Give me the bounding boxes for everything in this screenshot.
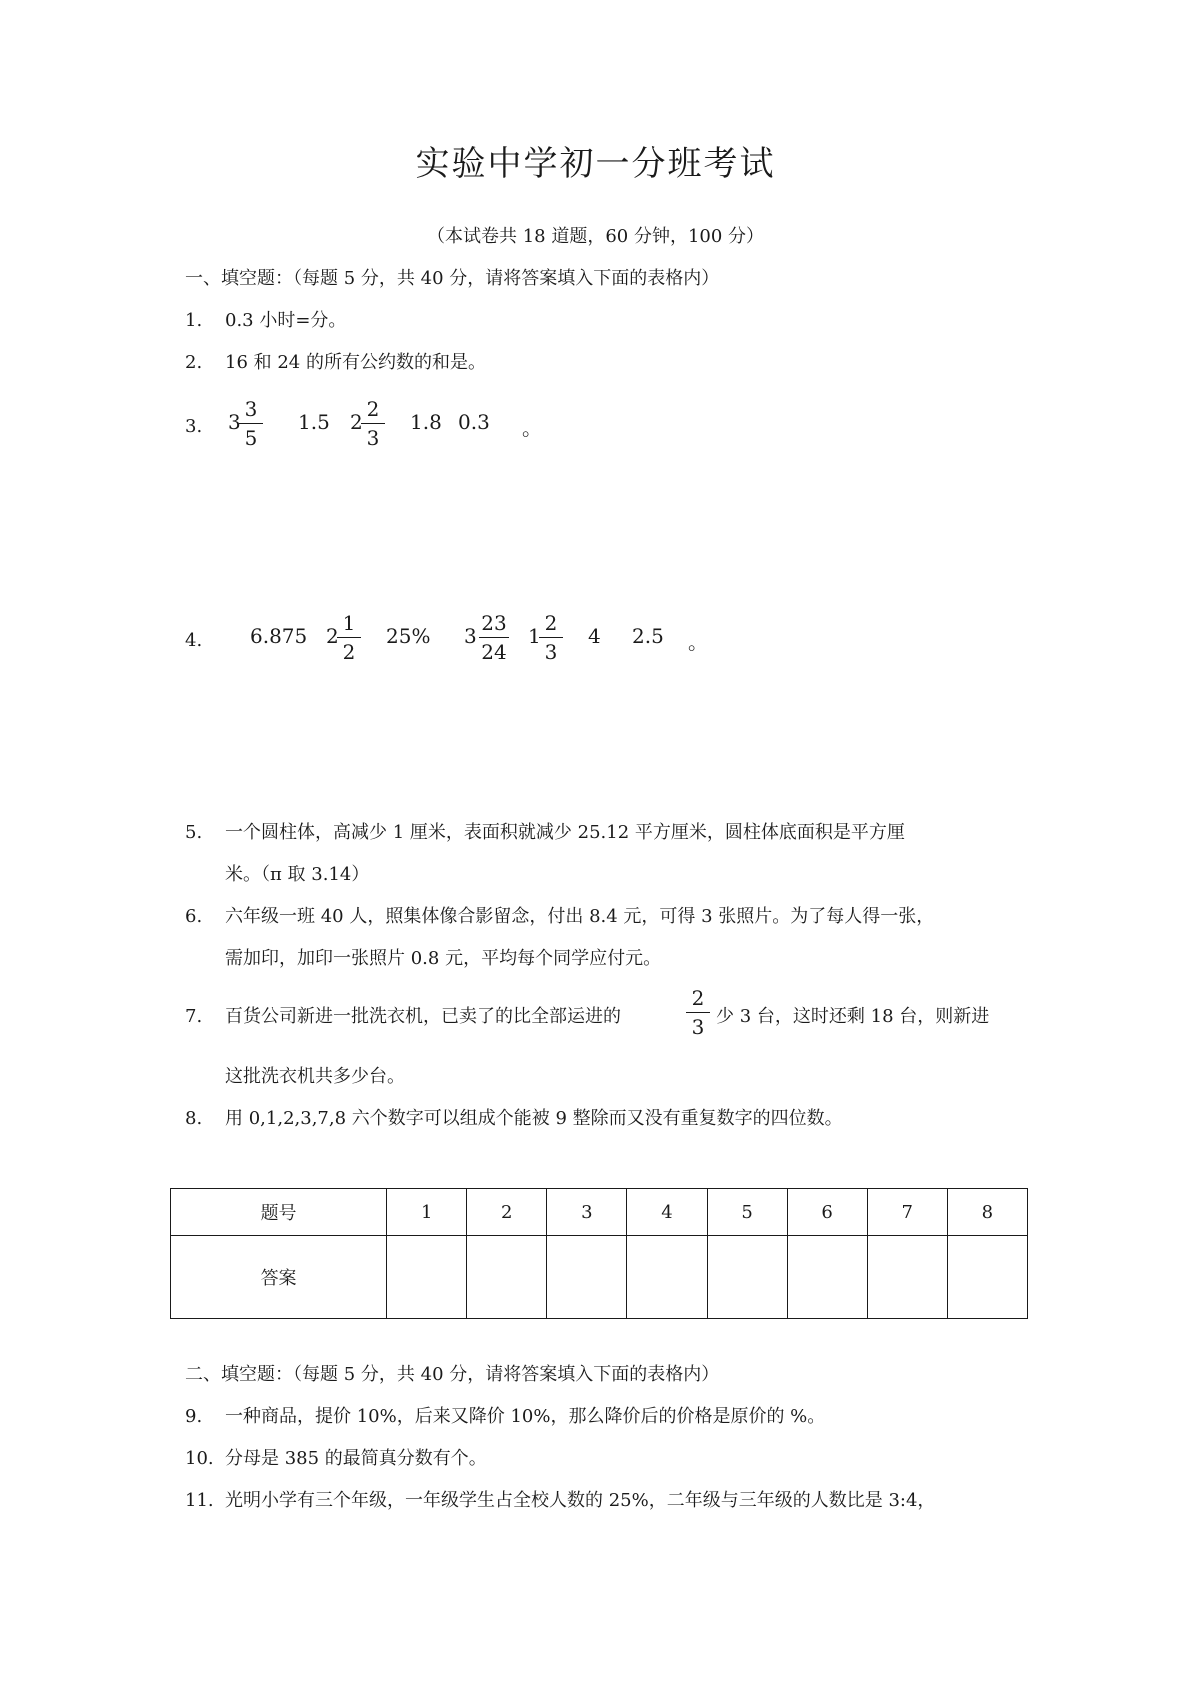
- mixed-number-whole: 2: [350, 410, 363, 434]
- question-7-text-after: 少 3 台，这时还剩 18 台，则新进: [716, 1006, 990, 1027]
- mixed-number-whole: 3: [464, 624, 477, 648]
- table-cell: 7: [867, 1189, 947, 1236]
- answer-table: [170, 1188, 1028, 1319]
- question-number: 11.: [185, 1490, 214, 1511]
- question-number: 6.: [185, 906, 203, 927]
- question-5: [185, 820, 905, 846]
- table-row: [171, 1236, 1028, 1319]
- table-cell: 1: [387, 1189, 467, 1236]
- question-6: [185, 904, 934, 930]
- denominator: 3: [544, 640, 558, 664]
- fraction: [236, 395, 266, 452]
- question-7: [185, 1004, 621, 1030]
- page-title: 实验中学初一分班考试: [415, 144, 776, 184]
- value: 0.3: [458, 410, 490, 434]
- question-6-continuation: 需加印，加印一张照片 0.8 元，平均每个同学应付元。: [225, 948, 662, 969]
- question-number: 5.: [185, 822, 203, 843]
- row-header-answer: 答案: [171, 1236, 387, 1319]
- numerator: 2: [691, 986, 705, 1010]
- question-text: 16 和 24 的所有公约数的和是。: [225, 352, 486, 373]
- mixed-number-whole: 2: [326, 624, 339, 648]
- table-cell: 6: [787, 1189, 867, 1236]
- fraction: [358, 395, 388, 452]
- numerator: 2: [544, 611, 558, 635]
- table-row: [171, 1189, 1028, 1236]
- table-cell: 5: [707, 1189, 787, 1236]
- question-number: 8.: [185, 1108, 203, 1129]
- table-cell: 3: [547, 1189, 627, 1236]
- question-number: 9.: [185, 1406, 203, 1427]
- question-text: 光明小学有三个年级，一年级学生占全校人数的 25%，二年级与三年级的人数比是 3:4，: [225, 1490, 936, 1511]
- value: 6.875: [250, 624, 308, 648]
- question-1: [185, 308, 346, 334]
- question-11: [185, 1488, 935, 1514]
- numerator: 3: [244, 397, 258, 421]
- answer-cell[interactable]: [627, 1236, 707, 1319]
- denominator: 24: [481, 640, 507, 664]
- section-1-heading: 一、填空题：（每题 5 分，共 40 分，请将答案填入下面的表格内）: [185, 268, 720, 289]
- fraction: [536, 609, 566, 666]
- end-mark: 。: [688, 630, 708, 654]
- answer-cell[interactable]: [867, 1236, 947, 1319]
- question-text: 用 0,1,2,3,7,8 六个数字可以组成个能被 9 整除而又没有重复数字的四位数。: [225, 1108, 843, 1129]
- value: 4: [588, 624, 601, 648]
- fraction: [334, 609, 364, 666]
- question-10: [185, 1446, 487, 1472]
- question-text: 一种商品，提价 10%，后来又降价 10%，那么降价后的价格是原价的 %。: [225, 1406, 826, 1427]
- exam-info: （本试卷共 18 道题，60 分钟，100 分）: [426, 226, 765, 247]
- question-number: 7.: [185, 1006, 203, 1027]
- value: 1.5: [298, 410, 330, 434]
- question-3-number: 3.: [185, 416, 203, 437]
- answer-cell[interactable]: [787, 1236, 867, 1319]
- mixed-number-whole: 1: [528, 624, 541, 648]
- value: 2.5: [632, 624, 664, 648]
- section-2-heading: 二、填空题：（每题 5 分，共 40 分，请将答案填入下面的表格内）: [185, 1364, 720, 1385]
- row-header-question-number: 题号: [171, 1189, 387, 1236]
- answer-cell[interactable]: [707, 1236, 787, 1319]
- end-mark: 。: [522, 416, 542, 440]
- fraction: [683, 984, 713, 1041]
- denominator: 3: [366, 426, 380, 450]
- question-number: 2.: [185, 352, 203, 373]
- table-cell: 8: [947, 1189, 1027, 1236]
- question-9: [185, 1404, 825, 1430]
- fraction: [476, 609, 512, 666]
- question-4-number: 4.: [185, 630, 203, 651]
- question-2: [185, 350, 486, 376]
- question-text: 一个圆柱体，高减少 1 厘米，表面积就减少 25.12 平方厘米，圆柱体底面积是平方厘: [225, 822, 905, 843]
- value: 25%: [386, 624, 431, 648]
- numerator: 2: [366, 397, 380, 421]
- question-text: 百货公司新进一批洗衣机，已卖了的比全部运进的: [225, 1006, 621, 1027]
- question-text: 0.3 小时=分。: [225, 310, 347, 331]
- denominator: 3: [691, 1015, 705, 1039]
- answer-cell[interactable]: [947, 1236, 1027, 1319]
- denominator: 5: [244, 426, 258, 450]
- question-8: [185, 1106, 843, 1132]
- answer-cell[interactable]: [467, 1236, 547, 1319]
- numerator: 23: [481, 611, 507, 635]
- question-text: 六年级一班 40 人，照集体像合影留念，付出 8.4 元，可得 3 张照片。为了每人得一张，: [225, 906, 935, 927]
- answer-cell[interactable]: [387, 1236, 467, 1319]
- mixed-number-whole: 3: [228, 410, 241, 434]
- question-number: 1.: [185, 310, 203, 331]
- table-cell: 2: [467, 1189, 547, 1236]
- question-7-continuation: 这批洗衣机共多少台。: [225, 1066, 405, 1087]
- question-number: 10.: [185, 1448, 214, 1469]
- value: 1.8: [410, 410, 442, 434]
- answer-cell[interactable]: [547, 1236, 627, 1319]
- denominator: 2: [342, 640, 356, 664]
- table-cell: 4: [627, 1189, 707, 1236]
- numerator: 1: [342, 611, 356, 635]
- question-text: 分母是 385 的最简真分数有个。: [225, 1448, 487, 1469]
- question-5-continuation: 米。（π 取 3.14）: [225, 864, 370, 885]
